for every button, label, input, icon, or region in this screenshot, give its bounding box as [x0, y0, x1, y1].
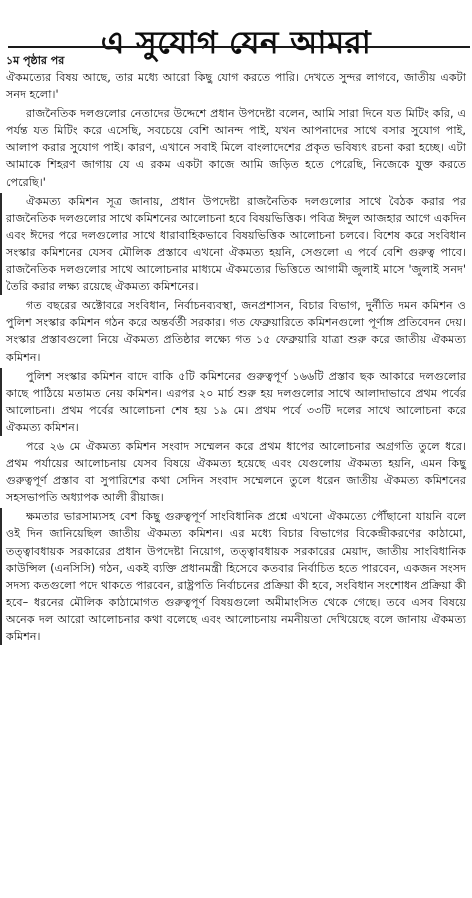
headline: এ সুযোগ যেন আমরা	[100, 24, 372, 61]
article-paragraph: পুলিশ সংস্কার কমিশন বাদে বাকি ৫টি কমিশনের গুরুত্বপূর্ণ ১৬৬টি প্রস্তাব ছক আকারে দলগুলোর কাছে পাঠিয়ে মতামত নেয় কমিশন। এরপর ২০ মার্চ শুরু হয় দলগুলোর সাথে আলাদাভাবে প্রথম পর্বের আলোচনা। প্রথম পর্বের আলোচনা শেষ হয় ১৯ মে। প্রথম পর্বে ৩৩টি দলের সাথে আলোচনা করে ঐকমত্য কমিশন।	[0, 368, 466, 436]
headline-divider	[8, 46, 470, 48]
article-paragraph: রাজনৈতিক দলগুলোর নেতাদের উদ্দেশে প্রধান উপদেষ্টা বলেন, আমি সারা দিনে যত মিটিং করি, এ পর্যন্ত যত মিটিং করে এসেছি, সবচেয়ে বেশি আনন্দ পাই, যখন আপনাদের সাথে বসার সুযোগ পাই, আলাপ করার সুযোগ পাই। কারণ, এখানে সবাই মিলে বাংলাদেশের প্রকৃত ভবিষ্যৎ রচনা করা হচ্ছে। এটা আমাকে শিহরণ জাগায় যে এ রকম একটা কাজে আমি জড়িত হতে পেরেছি, নিজেকে যুক্ত করতে পেরেছি।'	[6, 107, 466, 189]
article-body	[6, 52, 466, 647]
article-paragraph: ক্ষমতার ভারসাম্যসহ বেশ কিছু গুরুত্বপূর্ণ সাংবিধানিক প্রশ্নে এখনো ঐকমত্যে পৌঁছানো যায়নি বলে ওই দিন জানিয়েছিল জাতীয় ঐকমত্য কমিশন। এর মধ্যে বিচার বিভাগের বিকেন্দ্রীকরণের কাঠামো, তত্ত্বাবধায়ক সরকারের প্রধান উপদেষ্টা নিয়োগ, তত্ত্বাবধায়ক সরকারের মেয়াদ, জাতীয় সাংবিধানিক কাউন্সিল (এনসিসি) গঠন, একই ব্যক্তি প্রধানমন্ত্রী হিসেবে কতবার নির্বাচিত হতে পারবেন, একজন সংসদ সদস্য কতগুলো পদে থাকতে পারবেন, রাষ্ট্রপতি নির্বাচনের প্রক্রিয়া কী হবে, সংবিধান সংশোধন প্রক্রিয়া কী হবে– ধরনের মৌলিক কাঠামোগত গুরুত্বপূর্ণ বিষয়গুলো অমীমাংসিত থেকে গেছে। তবে এসব বিষয়ে অনেক দল আরো আলোচনার কথা বলেছে এবং আলোচনায় নমনীয়তা দেখিয়েছে বলে জানায় ঐকমত্য কমিশন।	[0, 508, 466, 645]
article-paragraph: গত বছরের অক্টোবরে সংবিধান, নির্বাচনব্যবস্থা, জনপ্রশাসন, বিচার বিভাগ, দুর্নীতি দমন কমিশন ও পুলিশ সংস্কার কমিশন গঠন করে অন্তর্বর্তী সরকার। গত ফেব্রুয়ারিতে কমিশনগুলো পূর্ণাঙ্গ প্রতিবেদন দেয়। সংস্কার প্রস্তাবগুলো নিয়ে ঐকমত্য প্রতিষ্ঠার লক্ষ্যে গত ১৫ ফেব্রুয়ারি যাত্রা শুরু করে জাতীয় ঐকমত্য কমিশন।	[6, 299, 466, 364]
article-paragraph: ঐকমত্য কমিশন সূত্র জানায়, প্রধান উপদেষ্টা রাজনৈতিক দলগুলোর সাথে বৈঠক করার পর রাজনৈতিক দলগুলোর সাথে কমিশনের আলোচনা হবে বিষয়ভিত্তিক। পবিত্র ঈদুল আজহার আগে একদিন এবং ঈদের পরে দলগুলোর সাথে ধারাবাহিকভাবে বিষয়ভিত্তিক আলোচনা চলবে। বিশেষ করে সংবিধান সংস্কার কমিশনের যেসব মৌলিক প্রস্তাবে এখনো ঐকমত্য হয়নি, সেগুলো এ পর্বে বেশি গুরুত্ব পাবে। রাজনৈতিক দলগুলোর সাথে আলোচনার মাধ্যমে ঐকমত্যের ভিত্তিতে আগামী জুলাই মাসে 'জুলাই সনদ' তৈরি করার লক্ষ্য রয়েছে ঐকমত্য কমিশনের।	[0, 193, 466, 296]
article-paragraph: ঐকমত্যের বিষয় আছে, তার মধ্যে আরো কিছু যোগ করতে পারি। দেখতে সুন্দর লাগবে, জাতীয় একটা সনদ হলো।'	[6, 71, 466, 102]
article-paragraph: পরে ২৬ মে ঐকমত্য কমিশন সংবাদ সম্মেলন করে প্রথম ধাপের আলোচনার অগ্রগতি তুলে ধরে। প্রথম পর্যায়ের আলোচনায় যেসব বিষয়ে ঐকমত্য হয়েছে এবং যেগুলোয় ঐকমত্য হয়নি, এমন কিছু গুরুত্বপূর্ণ প্রস্তাব বা সুপারিশের কথা সেদিন সংবাদ সম্মেলনে তুলে ধরেন জাতীয় ঐকমত্য কমিশনের সহসভাপতি অধ্যাপক আলী রীয়াজ।	[6, 439, 466, 505]
continued-from-label: ১ম পৃষ্ঠার পর	[6, 54, 65, 67]
